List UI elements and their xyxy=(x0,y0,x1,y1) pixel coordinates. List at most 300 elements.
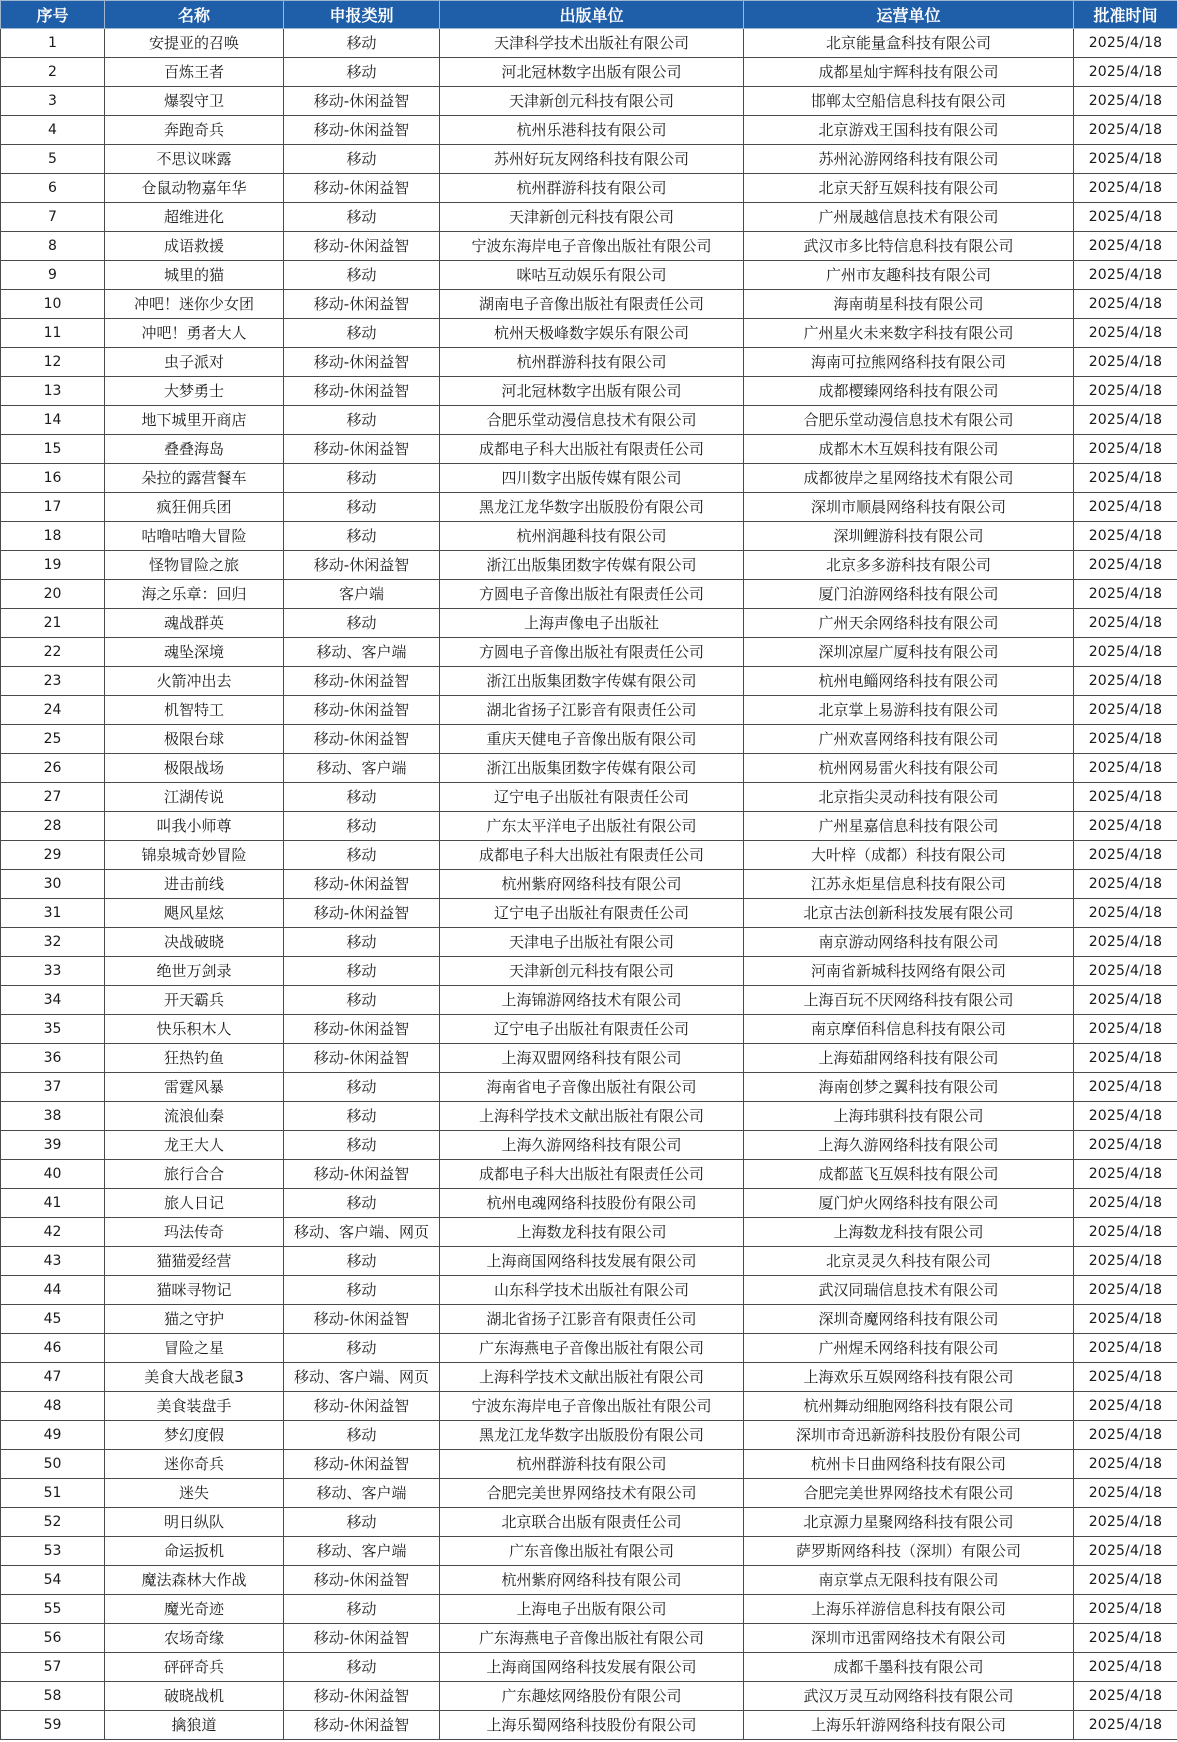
cell-approval-date: 2025/4/18 xyxy=(1074,551,1177,580)
cell-index: 13 xyxy=(1,377,105,406)
table-row xyxy=(1,1247,1177,1276)
cell-category: 移动 xyxy=(284,203,440,232)
table-row xyxy=(1,1160,1177,1189)
cell-category: 移动 xyxy=(284,58,440,87)
cell-approval-date: 2025/4/18 xyxy=(1074,1015,1177,1044)
cell-index: 21 xyxy=(1,609,105,638)
cell-category: 移动-休闲益智 xyxy=(284,1711,440,1740)
cell-operator: 上海乐轩游网络科技有限公司 xyxy=(744,1711,1074,1740)
cell-game-name: 快乐积木人 xyxy=(105,1015,284,1044)
cell-publisher: 海南省电子音像出版社有限公司 xyxy=(440,1073,744,1102)
cell-operator: 海南可拉熊网络科技有限公司 xyxy=(744,348,1074,377)
cell-category: 移动、客户端、网页 xyxy=(284,1218,440,1247)
cell-operator: 成都樱臻网络科技有限公司 xyxy=(744,377,1074,406)
cell-category: 移动-休闲益智 xyxy=(284,1450,440,1479)
cell-publisher: 天津新创元科技有限公司 xyxy=(440,87,744,116)
cell-index: 37 xyxy=(1,1073,105,1102)
cell-game-name: 迷失 xyxy=(105,1479,284,1508)
cell-approval-date: 2025/4/18 xyxy=(1074,1479,1177,1508)
cell-operator: 深圳市迅雷网络技术有限公司 xyxy=(744,1624,1074,1653)
cell-operator: 广州市友趣科技有限公司 xyxy=(744,261,1074,290)
cell-category: 移动-休闲益智 xyxy=(284,116,440,145)
table-row xyxy=(1,1508,1177,1537)
cell-publisher: 浙江出版集团数字传媒有限公司 xyxy=(440,551,744,580)
cell-category: 移动 xyxy=(284,145,440,174)
cell-publisher: 天津科学技术出版社有限公司 xyxy=(440,29,744,58)
cell-operator: 北京掌上易游科技有限公司 xyxy=(744,696,1074,725)
cell-category: 移动 xyxy=(284,986,440,1015)
table-row xyxy=(1,290,1177,319)
cell-game-name: 命运扳机 xyxy=(105,1537,284,1566)
cell-game-name: 超维进化 xyxy=(105,203,284,232)
cell-index: 28 xyxy=(1,812,105,841)
cell-approval-date: 2025/4/18 xyxy=(1074,1682,1177,1711)
cell-category: 移动 xyxy=(284,406,440,435)
cell-game-name: 破晓战机 xyxy=(105,1682,284,1711)
table-row xyxy=(1,1015,1177,1044)
cell-index: 27 xyxy=(1,783,105,812)
cell-publisher: 重庆天健电子音像出版有限公司 xyxy=(440,725,744,754)
table-row xyxy=(1,1073,1177,1102)
cell-approval-date: 2025/4/18 xyxy=(1074,725,1177,754)
cell-index: 31 xyxy=(1,899,105,928)
cell-game-name: 猫猫爱经营 xyxy=(105,1247,284,1276)
cell-approval-date: 2025/4/18 xyxy=(1074,1131,1177,1160)
cell-approval-date: 2025/4/18 xyxy=(1074,493,1177,522)
cell-category: 移动-休闲益智 xyxy=(284,435,440,464)
table-row xyxy=(1,58,1177,87)
cell-category: 移动 xyxy=(284,1334,440,1363)
cell-game-name: 冲吧！勇者大人 xyxy=(105,319,284,348)
cell-approval-date: 2025/4/18 xyxy=(1074,29,1177,58)
table-row xyxy=(1,1189,1177,1218)
cell-approval-date: 2025/4/18 xyxy=(1074,406,1177,435)
cell-approval-date: 2025/4/18 xyxy=(1074,1450,1177,1479)
table-row xyxy=(1,319,1177,348)
cell-game-name: 飓风星炫 xyxy=(105,899,284,928)
cell-operator: 北京古法创新科技发展有限公司 xyxy=(744,899,1074,928)
cell-publisher: 杭州群游科技有限公司 xyxy=(440,348,744,377)
cell-operator: 海南创梦之翼科技有限公司 xyxy=(744,1073,1074,1102)
cell-game-name: 城里的猫 xyxy=(105,261,284,290)
table-row xyxy=(1,696,1177,725)
cell-approval-date: 2025/4/18 xyxy=(1074,1363,1177,1392)
header-row xyxy=(1,1,1177,29)
cell-category: 移动 xyxy=(284,1073,440,1102)
cell-operator: 上海数龙科技有限公司 xyxy=(744,1218,1074,1247)
cell-category: 移动 xyxy=(284,1131,440,1160)
cell-operator: 北京多多游科技有限公司 xyxy=(744,551,1074,580)
cell-approval-date: 2025/4/18 xyxy=(1074,899,1177,928)
cell-publisher: 方圆电子音像出版社有限责任公司 xyxy=(440,580,744,609)
table-row xyxy=(1,1131,1177,1160)
table-row xyxy=(1,348,1177,377)
cell-operator: 北京指尖灵动科技有限公司 xyxy=(744,783,1074,812)
cell-publisher: 天津新创元科技有限公司 xyxy=(440,957,744,986)
cell-category: 移动-休闲益智 xyxy=(284,870,440,899)
cell-game-name: 成语救援 xyxy=(105,232,284,261)
table-row xyxy=(1,754,1177,783)
cell-game-name: 百炼王者 xyxy=(105,58,284,87)
table-row xyxy=(1,551,1177,580)
cell-approval-date: 2025/4/18 xyxy=(1074,696,1177,725)
cell-approval-date: 2025/4/18 xyxy=(1074,58,1177,87)
cell-category: 移动-休闲益智 xyxy=(284,1392,440,1421)
header-approval-date: 批准时间 xyxy=(1074,1,1177,29)
cell-game-name: 农场奇缘 xyxy=(105,1624,284,1653)
cell-approval-date: 2025/4/18 xyxy=(1074,986,1177,1015)
cell-approval-date: 2025/4/18 xyxy=(1074,87,1177,116)
table-row xyxy=(1,1044,1177,1073)
cell-game-name: 猫之守护 xyxy=(105,1305,284,1334)
cell-category: 移动 xyxy=(284,928,440,957)
table-row xyxy=(1,406,1177,435)
cell-approval-date: 2025/4/18 xyxy=(1074,377,1177,406)
cell-category: 移动 xyxy=(284,812,440,841)
cell-category: 移动 xyxy=(284,783,440,812)
table-row xyxy=(1,1653,1177,1682)
cell-game-name: 海之乐章：回归 xyxy=(105,580,284,609)
cell-game-name: 旅人日记 xyxy=(105,1189,284,1218)
cell-approval-date: 2025/4/18 xyxy=(1074,667,1177,696)
cell-index: 36 xyxy=(1,1044,105,1073)
cell-approval-date: 2025/4/18 xyxy=(1074,1653,1177,1682)
cell-game-name: 绝世万剑录 xyxy=(105,957,284,986)
cell-index: 7 xyxy=(1,203,105,232)
cell-publisher: 上海数龙科技有限公司 xyxy=(440,1218,744,1247)
cell-publisher: 合肥完美世界网络技术有限公司 xyxy=(440,1479,744,1508)
cell-game-name: 梦幻度假 xyxy=(105,1421,284,1450)
cell-index: 41 xyxy=(1,1189,105,1218)
cell-approval-date: 2025/4/18 xyxy=(1074,1711,1177,1740)
cell-game-name: 魂坠深境 xyxy=(105,638,284,667)
cell-category: 移动 xyxy=(284,1247,440,1276)
cell-approval-date: 2025/4/18 xyxy=(1074,348,1177,377)
cell-approval-date: 2025/4/18 xyxy=(1074,1624,1177,1653)
cell-index: 58 xyxy=(1,1682,105,1711)
cell-approval-date: 2025/4/18 xyxy=(1074,783,1177,812)
table-row xyxy=(1,928,1177,957)
header-publisher: 出版单位 xyxy=(440,1,744,29)
cell-operator: 杭州卡日曲网络科技有限公司 xyxy=(744,1450,1074,1479)
cell-publisher: 杭州紫府网络科技有限公司 xyxy=(440,1566,744,1595)
cell-approval-date: 2025/4/18 xyxy=(1074,232,1177,261)
cell-publisher: 成都电子科大出版社有限责任公司 xyxy=(440,841,744,870)
cell-operator: 广州星嘉信息科技有限公司 xyxy=(744,812,1074,841)
cell-approval-date: 2025/4/18 xyxy=(1074,203,1177,232)
header-index: 序号 xyxy=(1,1,105,29)
cell-approval-date: 2025/4/18 xyxy=(1074,841,1177,870)
cell-publisher: 湖北省扬子江影音有限责任公司 xyxy=(440,696,744,725)
cell-category: 移动-休闲益智 xyxy=(284,696,440,725)
header-category: 申报类别 xyxy=(284,1,440,29)
cell-index: 43 xyxy=(1,1247,105,1276)
table-row xyxy=(1,1624,1177,1653)
cell-operator: 成都千墨科技有限公司 xyxy=(744,1653,1074,1682)
cell-approval-date: 2025/4/18 xyxy=(1074,1537,1177,1566)
cell-operator: 萨罗斯网络科技（深圳）有限公司 xyxy=(744,1537,1074,1566)
cell-game-name: 猫咪寻物记 xyxy=(105,1276,284,1305)
cell-publisher: 上海锦游网络技术有限公司 xyxy=(440,986,744,1015)
cell-operator: 合肥乐堂动漫信息技术有限公司 xyxy=(744,406,1074,435)
cell-operator: 河南省新城科技网络有限公司 xyxy=(744,957,1074,986)
cell-game-name: 锦泉城奇妙冒险 xyxy=(105,841,284,870)
cell-publisher: 上海商国网络科技发展有限公司 xyxy=(440,1653,744,1682)
cell-operator: 深圳凉屋广厦科技有限公司 xyxy=(744,638,1074,667)
cell-index: 23 xyxy=(1,667,105,696)
table-row xyxy=(1,1711,1177,1740)
cell-index: 10 xyxy=(1,290,105,319)
cell-category: 移动 xyxy=(284,1189,440,1218)
cell-category: 移动-休闲益智 xyxy=(284,348,440,377)
cell-approval-date: 2025/4/18 xyxy=(1074,1334,1177,1363)
cell-operator: 武汉万灵互动网络科技有限公司 xyxy=(744,1682,1074,1711)
cell-approval-date: 2025/4/18 xyxy=(1074,290,1177,319)
cell-approval-date: 2025/4/18 xyxy=(1074,464,1177,493)
cell-category: 移动-休闲益智 xyxy=(284,667,440,696)
cell-game-name: 叠叠海岛 xyxy=(105,435,284,464)
cell-category: 移动 xyxy=(284,464,440,493)
table-row xyxy=(1,1450,1177,1479)
cell-operator: 广州星火未来数字科技有限公司 xyxy=(744,319,1074,348)
cell-game-name: 不思议咪露 xyxy=(105,145,284,174)
cell-category: 移动、客户端 xyxy=(284,1537,440,1566)
cell-index: 57 xyxy=(1,1653,105,1682)
cell-game-name: 机智特工 xyxy=(105,696,284,725)
cell-publisher: 宁波东海岸电子音像出版社有限公司 xyxy=(440,232,744,261)
cell-index: 29 xyxy=(1,841,105,870)
table-row xyxy=(1,1595,1177,1624)
cell-operator: 成都蓝飞互娱科技有限公司 xyxy=(744,1160,1074,1189)
table-row xyxy=(1,1537,1177,1566)
table-row xyxy=(1,522,1177,551)
table-row xyxy=(1,1566,1177,1595)
cell-publisher: 湖北省扬子江影音有限责任公司 xyxy=(440,1305,744,1334)
cell-game-name: 咕噜咕噜大冒险 xyxy=(105,522,284,551)
table-row xyxy=(1,899,1177,928)
table-row xyxy=(1,174,1177,203)
cell-category: 移动、客户端 xyxy=(284,754,440,783)
table-row xyxy=(1,957,1177,986)
cell-publisher: 黑龙江龙华数字出版股份有限公司 xyxy=(440,493,744,522)
cell-game-name: 魔光奇迹 xyxy=(105,1595,284,1624)
cell-game-name: 砰砰奇兵 xyxy=(105,1653,284,1682)
cell-game-name: 擒狼道 xyxy=(105,1711,284,1740)
cell-publisher: 上海科学技术文献出版社有限公司 xyxy=(440,1363,744,1392)
table-row xyxy=(1,464,1177,493)
cell-operator: 苏州沁游网络科技有限公司 xyxy=(744,145,1074,174)
cell-approval-date: 2025/4/18 xyxy=(1074,928,1177,957)
cell-game-name: 决战破晓 xyxy=(105,928,284,957)
cell-index: 19 xyxy=(1,551,105,580)
cell-operator: 北京天舒互娱科技有限公司 xyxy=(744,174,1074,203)
cell-operator: 杭州电鲻网络科技有限公司 xyxy=(744,667,1074,696)
cell-index: 35 xyxy=(1,1015,105,1044)
cell-category: 移动-休闲益智 xyxy=(284,290,440,319)
table-row xyxy=(1,203,1177,232)
cell-category: 移动 xyxy=(284,1595,440,1624)
cell-category: 移动 xyxy=(284,609,440,638)
cell-game-name: 魔法森林大作战 xyxy=(105,1566,284,1595)
cell-approval-date: 2025/4/18 xyxy=(1074,1218,1177,1247)
table-row xyxy=(1,377,1177,406)
cell-approval-date: 2025/4/18 xyxy=(1074,522,1177,551)
cell-operator: 成都星灿宇辉科技有限公司 xyxy=(744,58,1074,87)
cell-category: 移动-休闲益智 xyxy=(284,174,440,203)
cell-publisher: 黑龙江龙华数字出版股份有限公司 xyxy=(440,1421,744,1450)
cell-game-name: 魂战群英 xyxy=(105,609,284,638)
cell-category: 移动 xyxy=(284,1421,440,1450)
cell-index: 56 xyxy=(1,1624,105,1653)
cell-game-name: 安提亚的召唤 xyxy=(105,29,284,58)
cell-index: 42 xyxy=(1,1218,105,1247)
cell-operator: 广州天余网络科技有限公司 xyxy=(744,609,1074,638)
cell-publisher: 杭州群游科技有限公司 xyxy=(440,174,744,203)
cell-publisher: 山东科学技术出版社有限公司 xyxy=(440,1276,744,1305)
cell-game-name: 美食装盘手 xyxy=(105,1392,284,1421)
cell-category: 移动-休闲益智 xyxy=(284,551,440,580)
cell-index: 18 xyxy=(1,522,105,551)
cell-operator: 成都彼岸之星网络技术有限公司 xyxy=(744,464,1074,493)
cell-category: 移动 xyxy=(284,522,440,551)
cell-index: 30 xyxy=(1,870,105,899)
cell-publisher: 湖南电子音像出版社有限责任公司 xyxy=(440,290,744,319)
cell-approval-date: 2025/4/18 xyxy=(1074,174,1177,203)
cell-operator: 北京灵灵久科技有限公司 xyxy=(744,1247,1074,1276)
table-row xyxy=(1,1392,1177,1421)
cell-approval-date: 2025/4/18 xyxy=(1074,1160,1177,1189)
cell-approval-date: 2025/4/18 xyxy=(1074,319,1177,348)
cell-publisher: 上海商国网络科技发展有限公司 xyxy=(440,1247,744,1276)
cell-approval-date: 2025/4/18 xyxy=(1074,1247,1177,1276)
cell-category: 移动、客户端、网页 xyxy=(284,1363,440,1392)
cell-index: 12 xyxy=(1,348,105,377)
cell-game-name: 雷霆风暴 xyxy=(105,1073,284,1102)
cell-index: 45 xyxy=(1,1305,105,1334)
cell-index: 44 xyxy=(1,1276,105,1305)
table-row xyxy=(1,812,1177,841)
cell-index: 3 xyxy=(1,87,105,116)
cell-publisher: 方圆电子音像出版社有限责任公司 xyxy=(440,638,744,667)
cell-approval-date: 2025/4/18 xyxy=(1074,580,1177,609)
cell-game-name: 爆裂守卫 xyxy=(105,87,284,116)
cell-publisher: 辽宁电子出版社有限责任公司 xyxy=(440,899,744,928)
cell-publisher: 上海双盟网络科技有限公司 xyxy=(440,1044,744,1073)
cell-game-name: 火箭冲出去 xyxy=(105,667,284,696)
cell-publisher: 上海声像电子出版社 xyxy=(440,609,744,638)
table-row xyxy=(1,1479,1177,1508)
cell-category: 移动、客户端 xyxy=(284,638,440,667)
cell-index: 22 xyxy=(1,638,105,667)
cell-operator: 江苏永炬星信息科技有限公司 xyxy=(744,870,1074,899)
cell-publisher: 成都电子科大出版社有限责任公司 xyxy=(440,435,744,464)
cell-game-name: 极限战场 xyxy=(105,754,284,783)
table-row xyxy=(1,841,1177,870)
cell-approval-date: 2025/4/18 xyxy=(1074,957,1177,986)
cell-index: 26 xyxy=(1,754,105,783)
cell-index: 47 xyxy=(1,1363,105,1392)
cell-category: 移动 xyxy=(284,1653,440,1682)
cell-publisher: 北京联合出版有限责任公司 xyxy=(440,1508,744,1537)
cell-operator: 北京能量盒科技有限公司 xyxy=(744,29,1074,58)
cell-approval-date: 2025/4/18 xyxy=(1074,1566,1177,1595)
cell-index: 33 xyxy=(1,957,105,986)
cell-index: 9 xyxy=(1,261,105,290)
cell-operator: 深圳市奇迅新游科技股份有限公司 xyxy=(744,1421,1074,1450)
cell-publisher: 上海电子出版有限公司 xyxy=(440,1595,744,1624)
cell-index: 4 xyxy=(1,116,105,145)
cell-publisher: 广东海燕电子音像出版社有限公司 xyxy=(440,1624,744,1653)
cell-game-name: 叫我小师尊 xyxy=(105,812,284,841)
cell-approval-date: 2025/4/18 xyxy=(1074,1044,1177,1073)
cell-operator: 深圳市顺晨网络科技有限公司 xyxy=(744,493,1074,522)
cell-publisher: 四川数字出版传媒有限公司 xyxy=(440,464,744,493)
cell-operator: 上海欢乐互娱网络科技有限公司 xyxy=(744,1363,1074,1392)
table-row xyxy=(1,1305,1177,1334)
cell-game-name: 地下城里开商店 xyxy=(105,406,284,435)
cell-operator: 上海百玩不厌网络科技有限公司 xyxy=(744,986,1074,1015)
cell-index: 14 xyxy=(1,406,105,435)
cell-publisher: 宁波东海岸电子音像出版社有限公司 xyxy=(440,1392,744,1421)
table-row xyxy=(1,870,1177,899)
cell-index: 38 xyxy=(1,1102,105,1131)
cell-category: 移动-休闲益智 xyxy=(284,1682,440,1711)
cell-index: 53 xyxy=(1,1537,105,1566)
cell-index: 51 xyxy=(1,1479,105,1508)
cell-category: 移动-休闲益智 xyxy=(284,377,440,406)
table-row xyxy=(1,580,1177,609)
cell-operator: 成都木木互娱科技有限公司 xyxy=(744,435,1074,464)
cell-game-name: 美食大战老鼠3 xyxy=(105,1363,284,1392)
cell-index: 59 xyxy=(1,1711,105,1740)
cell-game-name: 狂热钓鱼 xyxy=(105,1044,284,1073)
cell-approval-date: 2025/4/18 xyxy=(1074,609,1177,638)
cell-index: 1 xyxy=(1,29,105,58)
cell-operator: 深圳鲤游科技有限公司 xyxy=(744,522,1074,551)
cell-index: 15 xyxy=(1,435,105,464)
cell-index: 16 xyxy=(1,464,105,493)
cell-publisher: 杭州群游科技有限公司 xyxy=(440,1450,744,1479)
cell-operator: 大叶梓（成都）科技有限公司 xyxy=(744,841,1074,870)
cell-approval-date: 2025/4/18 xyxy=(1074,116,1177,145)
cell-index: 39 xyxy=(1,1131,105,1160)
cell-publisher: 辽宁电子出版社有限责任公司 xyxy=(440,783,744,812)
table-row xyxy=(1,232,1177,261)
cell-operator: 厦门泊游网络科技有限公司 xyxy=(744,580,1074,609)
cell-publisher: 杭州天极峰数字娱乐有限公司 xyxy=(440,319,744,348)
cell-publisher: 天津新创元科技有限公司 xyxy=(440,203,744,232)
cell-game-name: 开天霸兵 xyxy=(105,986,284,1015)
cell-category: 移动 xyxy=(284,29,440,58)
cell-category: 移动 xyxy=(284,1508,440,1537)
table-row xyxy=(1,1102,1177,1131)
cell-publisher: 上海科学技术文献出版社有限公司 xyxy=(440,1102,744,1131)
cell-publisher: 广东太平洋电子出版社有限公司 xyxy=(440,812,744,841)
cell-game-name: 江湖传说 xyxy=(105,783,284,812)
cell-operator: 南京摩佰科信息科技有限公司 xyxy=(744,1015,1074,1044)
cell-publisher: 杭州润趣科技有限公司 xyxy=(440,522,744,551)
cell-approval-date: 2025/4/18 xyxy=(1074,1073,1177,1102)
cell-index: 8 xyxy=(1,232,105,261)
cell-index: 17 xyxy=(1,493,105,522)
cell-index: 2 xyxy=(1,58,105,87)
cell-category: 移动-休闲益智 xyxy=(284,1015,440,1044)
cell-game-name: 迷你奇兵 xyxy=(105,1450,284,1479)
cell-approval-date: 2025/4/18 xyxy=(1074,435,1177,464)
cell-operator: 武汉同瑞信息技术有限公司 xyxy=(744,1276,1074,1305)
cell-game-name: 流浪仙秦 xyxy=(105,1102,284,1131)
cell-index: 49 xyxy=(1,1421,105,1450)
